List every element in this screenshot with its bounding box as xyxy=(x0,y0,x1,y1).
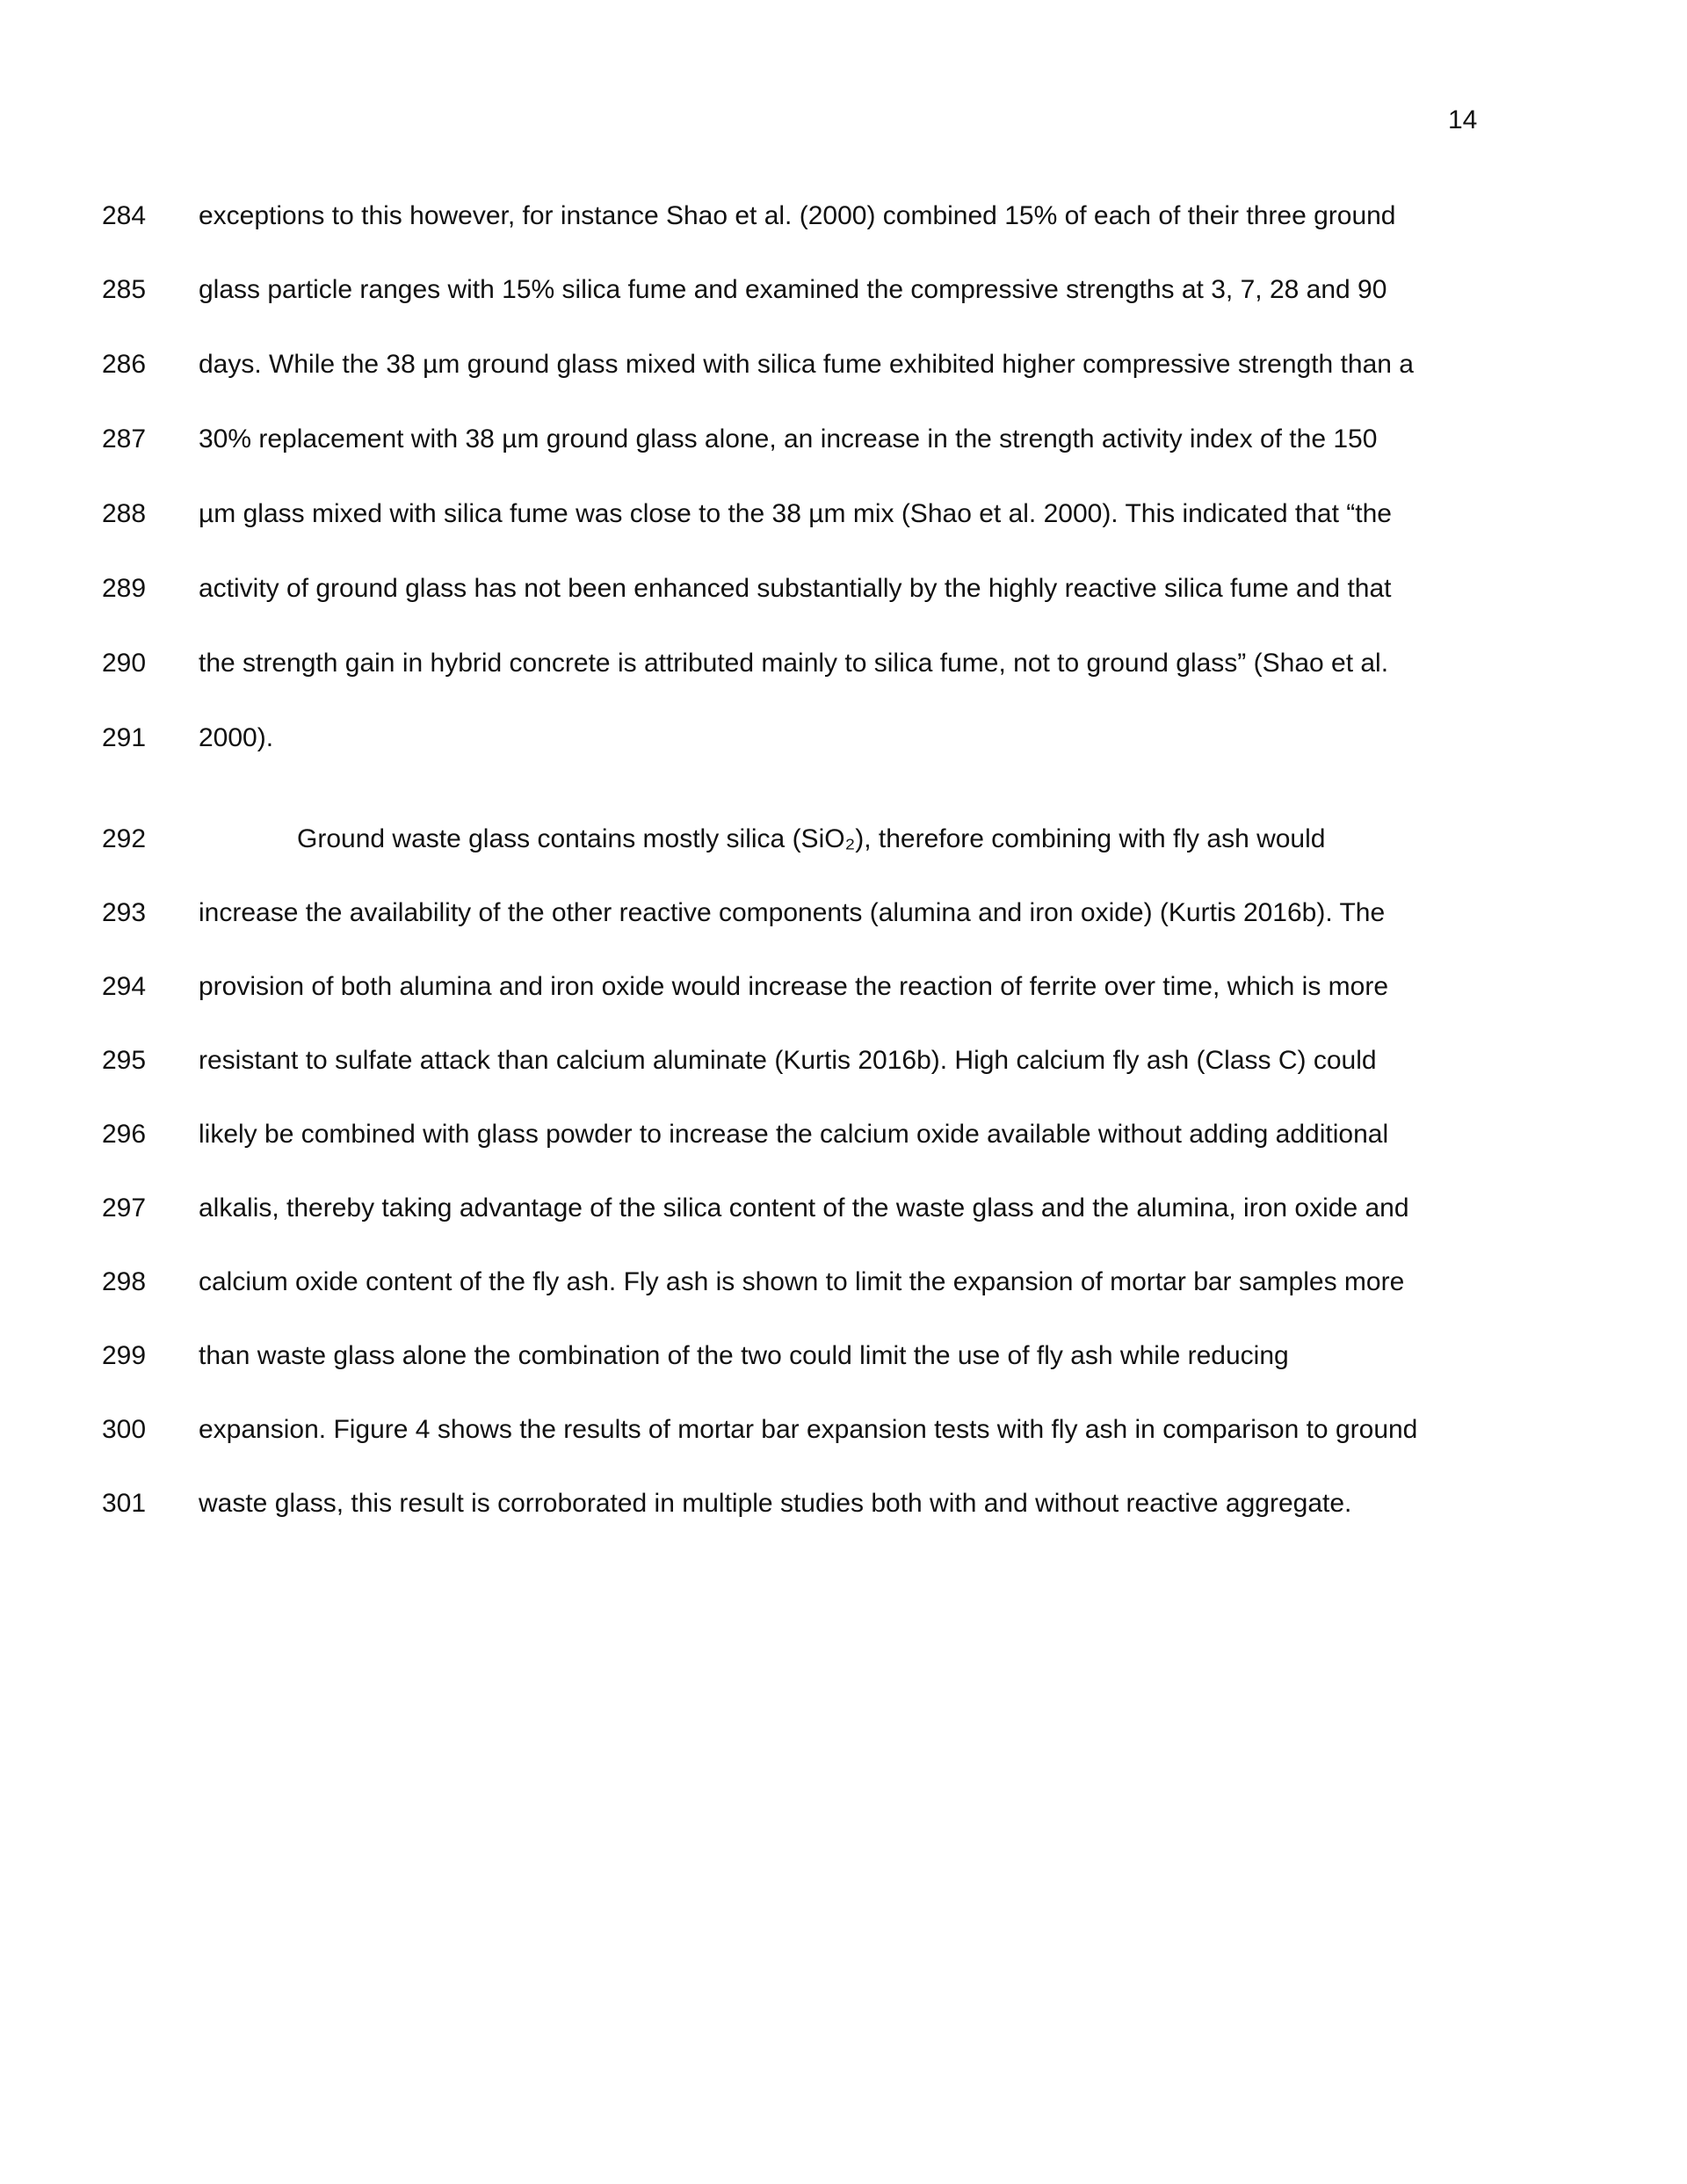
manuscript-line xyxy=(0,1482,1687,1526)
manuscript-line xyxy=(0,343,1687,387)
line-text: 2000). xyxy=(199,723,274,752)
line-number: 292 xyxy=(102,824,147,853)
line-text: than waste glass alone the combination of the two could limit the use of fly ash while reducing xyxy=(199,1341,1289,1370)
line-text: the strength gain in hybrid concrete is attributed mainly to silica fume, not to ground glass” (Shao et al. xyxy=(199,649,1389,678)
manuscript-line xyxy=(0,492,1687,536)
line-number: 301 xyxy=(102,1489,147,1518)
line-number: 293 xyxy=(102,898,147,927)
line-number: 300 xyxy=(102,1415,147,1444)
line-text: 30% replacement with 38 µm ground glass alone, an increase in the strength activity index of the 150 xyxy=(199,424,1378,453)
paragraph-indented-line-text: Ground waste glass contains mostly silica (SiO₂), therefore combining with fly ash would xyxy=(297,824,1326,853)
manuscript-line xyxy=(0,567,1687,611)
manuscript-line xyxy=(0,1260,1687,1304)
line-number: 296 xyxy=(102,1120,147,1149)
line-text: increase the availability of the other reactive components (alumina and iron oxide) (Kurtis 2016b). The xyxy=(199,898,1386,927)
manuscript-line xyxy=(0,268,1687,312)
line-text: exceptions to this however, for instance Shao et al. (2000) combined 15% of each of their three ground xyxy=(199,201,1396,230)
line-number: 288 xyxy=(102,499,147,528)
line-text: calcium oxide content of the fly ash. Fly ash is shown to limit the expansion of mortar bar samples more xyxy=(199,1267,1405,1296)
manuscript-line xyxy=(0,716,1687,760)
line-text: expansion. Figure 4 shows the results of mortar bar expansion tests with fly ash in comparison to ground xyxy=(199,1415,1418,1444)
line-number: 299 xyxy=(102,1341,147,1370)
line-number: 286 xyxy=(102,350,147,379)
line-number: 294 xyxy=(102,972,147,1001)
line-number: 289 xyxy=(102,574,147,603)
line-text: days. While the 38 µm ground glass mixed with silica fume exhibited higher compressive strength than a xyxy=(199,350,1414,379)
manuscript-line xyxy=(0,817,1687,861)
line-number: 297 xyxy=(102,1194,147,1223)
manuscript-line xyxy=(0,1113,1687,1157)
line-text: activity of ground glass has not been enhanced substantially by the highly reactive silica fume and that xyxy=(199,574,1392,603)
manuscript-line xyxy=(0,1408,1687,1452)
line-number: 295 xyxy=(102,1046,147,1075)
line-number: 285 xyxy=(102,275,147,304)
manuscript-line xyxy=(0,965,1687,1009)
manuscript-line xyxy=(0,1039,1687,1083)
line-number: 298 xyxy=(102,1267,147,1296)
manuscript-line xyxy=(0,417,1687,461)
line-text: µm glass mixed with silica fume was close to the 38 µm mix (Shao et al. 2000). This indicated that “the xyxy=(199,499,1392,528)
line-number: 290 xyxy=(102,649,147,678)
manuscript-line xyxy=(0,194,1687,238)
line-text: waste glass, this result is corroborated in multiple studies both with and without reactive aggregate. xyxy=(199,1489,1352,1518)
page-number: 14 xyxy=(1448,105,1478,134)
line-text: likely be combined with glass powder to increase the calcium oxide available without adding additional xyxy=(199,1120,1389,1149)
line-number: 291 xyxy=(102,723,147,752)
manuscript-line xyxy=(0,642,1687,686)
line-text: provision of both alumina and iron oxide would increase the reaction of ferrite over time, which is more xyxy=(199,972,1389,1001)
manuscript-line xyxy=(0,1334,1687,1378)
line-number: 287 xyxy=(102,424,147,453)
line-text: resistant to sulfate attack than calcium aluminate (Kurtis 2016b). High calcium fly ash (Class C) could xyxy=(199,1046,1377,1075)
line-number: 284 xyxy=(102,201,147,230)
manuscript-line xyxy=(0,1186,1687,1230)
line-text: alkalis, thereby taking advantage of the silica content of the waste glass and the alumina, iron oxide and xyxy=(199,1194,1409,1223)
line-text: glass particle ranges with 15% silica fume and examined the compressive strengths at 3, 7, 28 and 90 xyxy=(199,275,1387,304)
manuscript-line xyxy=(0,891,1687,935)
